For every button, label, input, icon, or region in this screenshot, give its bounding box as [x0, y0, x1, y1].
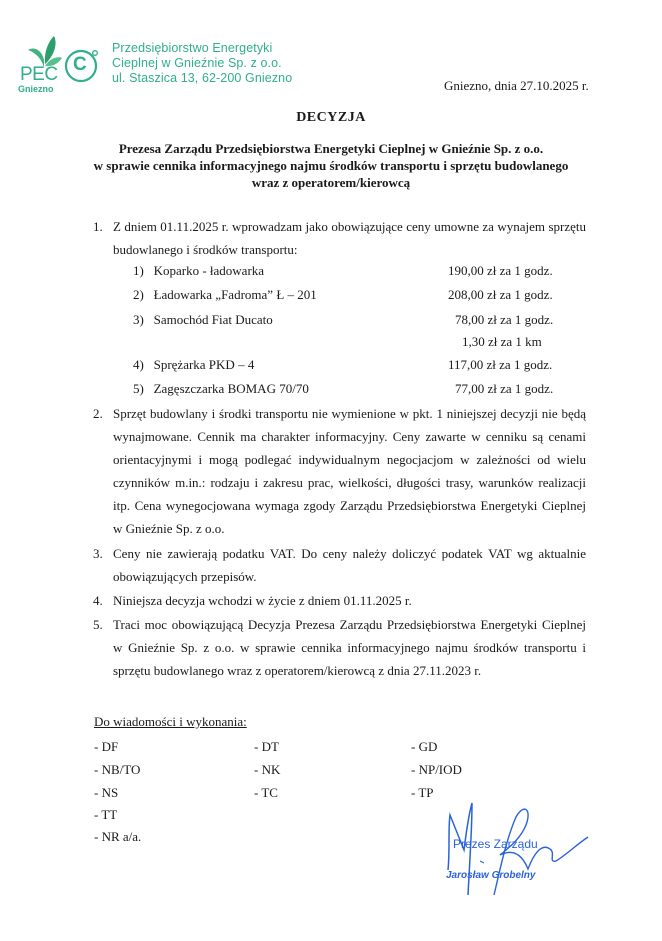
point-3 [93, 542, 586, 588]
distribution-item: - TC [254, 785, 278, 800]
item-number: 1) [133, 263, 144, 278]
point-text: Ceny nie zawierają podatku VAT. Do ceny należy doliczyć podatek VAT wg aktualnie obowiązujących przepisów. [113, 546, 586, 584]
point-1 [93, 215, 586, 261]
point-text: Traci moc obowiązującą Decyzja Prezesa Zarządu Przedsiębiorstwa Energetyki Cieplnej w Gnieźnie Sp. z o.o. w sprawie cennika informacyjnego najmu środków transportu i sprzętu budowlanego wraz z operatorem/kierowcą z dnia 27.11.2023 r. [113, 617, 586, 678]
point-number: 4. [93, 593, 103, 608]
signature-block [420, 795, 600, 905]
logo-city: Gniezno [18, 84, 54, 94]
price-item [133, 287, 317, 303]
place-date: Gniezno, dnia 27.10.2025 r. [444, 78, 589, 93]
item-price: 78,00 zł za 1 godz. [455, 312, 554, 327]
item-number: 3) [133, 312, 144, 327]
company-name-line2: Cieplnej w Gnieźnie Sp. z o.o. [112, 56, 282, 70]
distribution-item: - DF [94, 739, 119, 754]
point-text: Niniejsza decyzja wchodzi w życie z dniem 01.11.2025 r. [113, 593, 412, 608]
item-number: 2) [133, 287, 144, 302]
distribution-item: - NS [94, 785, 119, 800]
price-item [133, 381, 309, 397]
point-text: Z dniem 01.11.2025 r. wprowadzam jako obowiązujące ceny umowne za wynajem sprzętu budowlanego i środków transportu: [113, 219, 586, 257]
distribution-heading: Do wiadomości i wykonania: [94, 714, 247, 729]
subtitle-line: Prezesa Zarządu Przedsiębiorstwa Energetyki Cieplnej w Gnieźnie Sp. z o.o. [118, 141, 544, 156]
distribution-item: - NK [254, 762, 281, 777]
price-item [133, 312, 273, 328]
point-number: 5. [93, 617, 103, 632]
item-price: 77,00 zł za 1 godz. [455, 381, 554, 396]
item-number: 5) [133, 381, 144, 396]
distribution-item: - DT [254, 739, 279, 754]
point-number: 3. [93, 546, 103, 561]
item-price-secondary: 1,30 zł za 1 km [462, 334, 542, 349]
item-name: Samochód Fiat Ducato [153, 312, 273, 327]
point-4 [93, 589, 586, 612]
emblem-letter: C [73, 54, 87, 75]
document-subtitle [0, 140, 662, 191]
company-name-line1: Przedsiębiorstwo Energetyki [112, 41, 273, 55]
point-number: 1. [93, 219, 103, 234]
distribution-item: - TP [411, 785, 434, 800]
distribution-item: - TT [94, 807, 118, 822]
company-address-line: ul. Staszica 13, 62-200 Gniezno [112, 71, 293, 85]
distribution-item: - GD [411, 739, 438, 754]
point-number: 2. [93, 406, 103, 421]
distribution-item: - NP/IOD [411, 762, 462, 777]
item-price: 208,00 zł za 1 godz. [448, 287, 553, 302]
signature-role: Prezes Zarządu [453, 837, 538, 851]
point-2 [93, 402, 586, 540]
point-5 [93, 613, 586, 682]
item-name: Ładowarka „Fadroma” Ł – 201 [153, 287, 317, 302]
item-name: Koparko - ładowarka [153, 263, 265, 278]
logo-brand: PEC [20, 64, 58, 85]
company-logo [18, 34, 68, 94]
certificate-emblem [64, 47, 98, 81]
item-price: 190,00 zł za 1 godz. [448, 263, 553, 278]
distribution-item: - NB/TO [94, 762, 141, 777]
signature-name: Jarosław Grobelny [446, 870, 536, 881]
item-name: Sprężarka PKD – 4 [153, 357, 255, 372]
subtitle-line: wraz z operatorem/kierowcą [251, 175, 411, 190]
item-price: 117,00 zł za 1 godz. [448, 357, 553, 372]
item-name: Zagęszczarka BOMAG 70/70 [153, 381, 309, 396]
distribution-item: - NR a/a. [94, 829, 142, 844]
price-item [133, 357, 254, 373]
company-address [112, 41, 292, 86]
point-text: Sprzęt budowlany i środki transportu nie wymienione w pkt. 1 niniejszej decyzji nie będą wynajmowane. Cennik ma charakter informacyjny. Ceny zawarte w cenniku są cenami orientacyjnymi i mogą podlegać indywidualnym negocjacjom w zależności od wielu czynników m.in.: rodzaju i zakresu prac, wielkości, długości trasy, warunków realizacji itp. Cena wynegocjowana wymaga zgody Zarządu Przedsiębiorstwa Energetyki Cieplnej w Gnieźnie Sp. z o.o. [113, 406, 586, 536]
document-title: DECYZJA [296, 110, 366, 125]
subtitle-line: w sprawie cennika informacyjnego najmu środków transportu i sprzętu budowlanego [93, 158, 569, 173]
price-item [133, 263, 264, 279]
item-number: 4) [133, 357, 144, 372]
